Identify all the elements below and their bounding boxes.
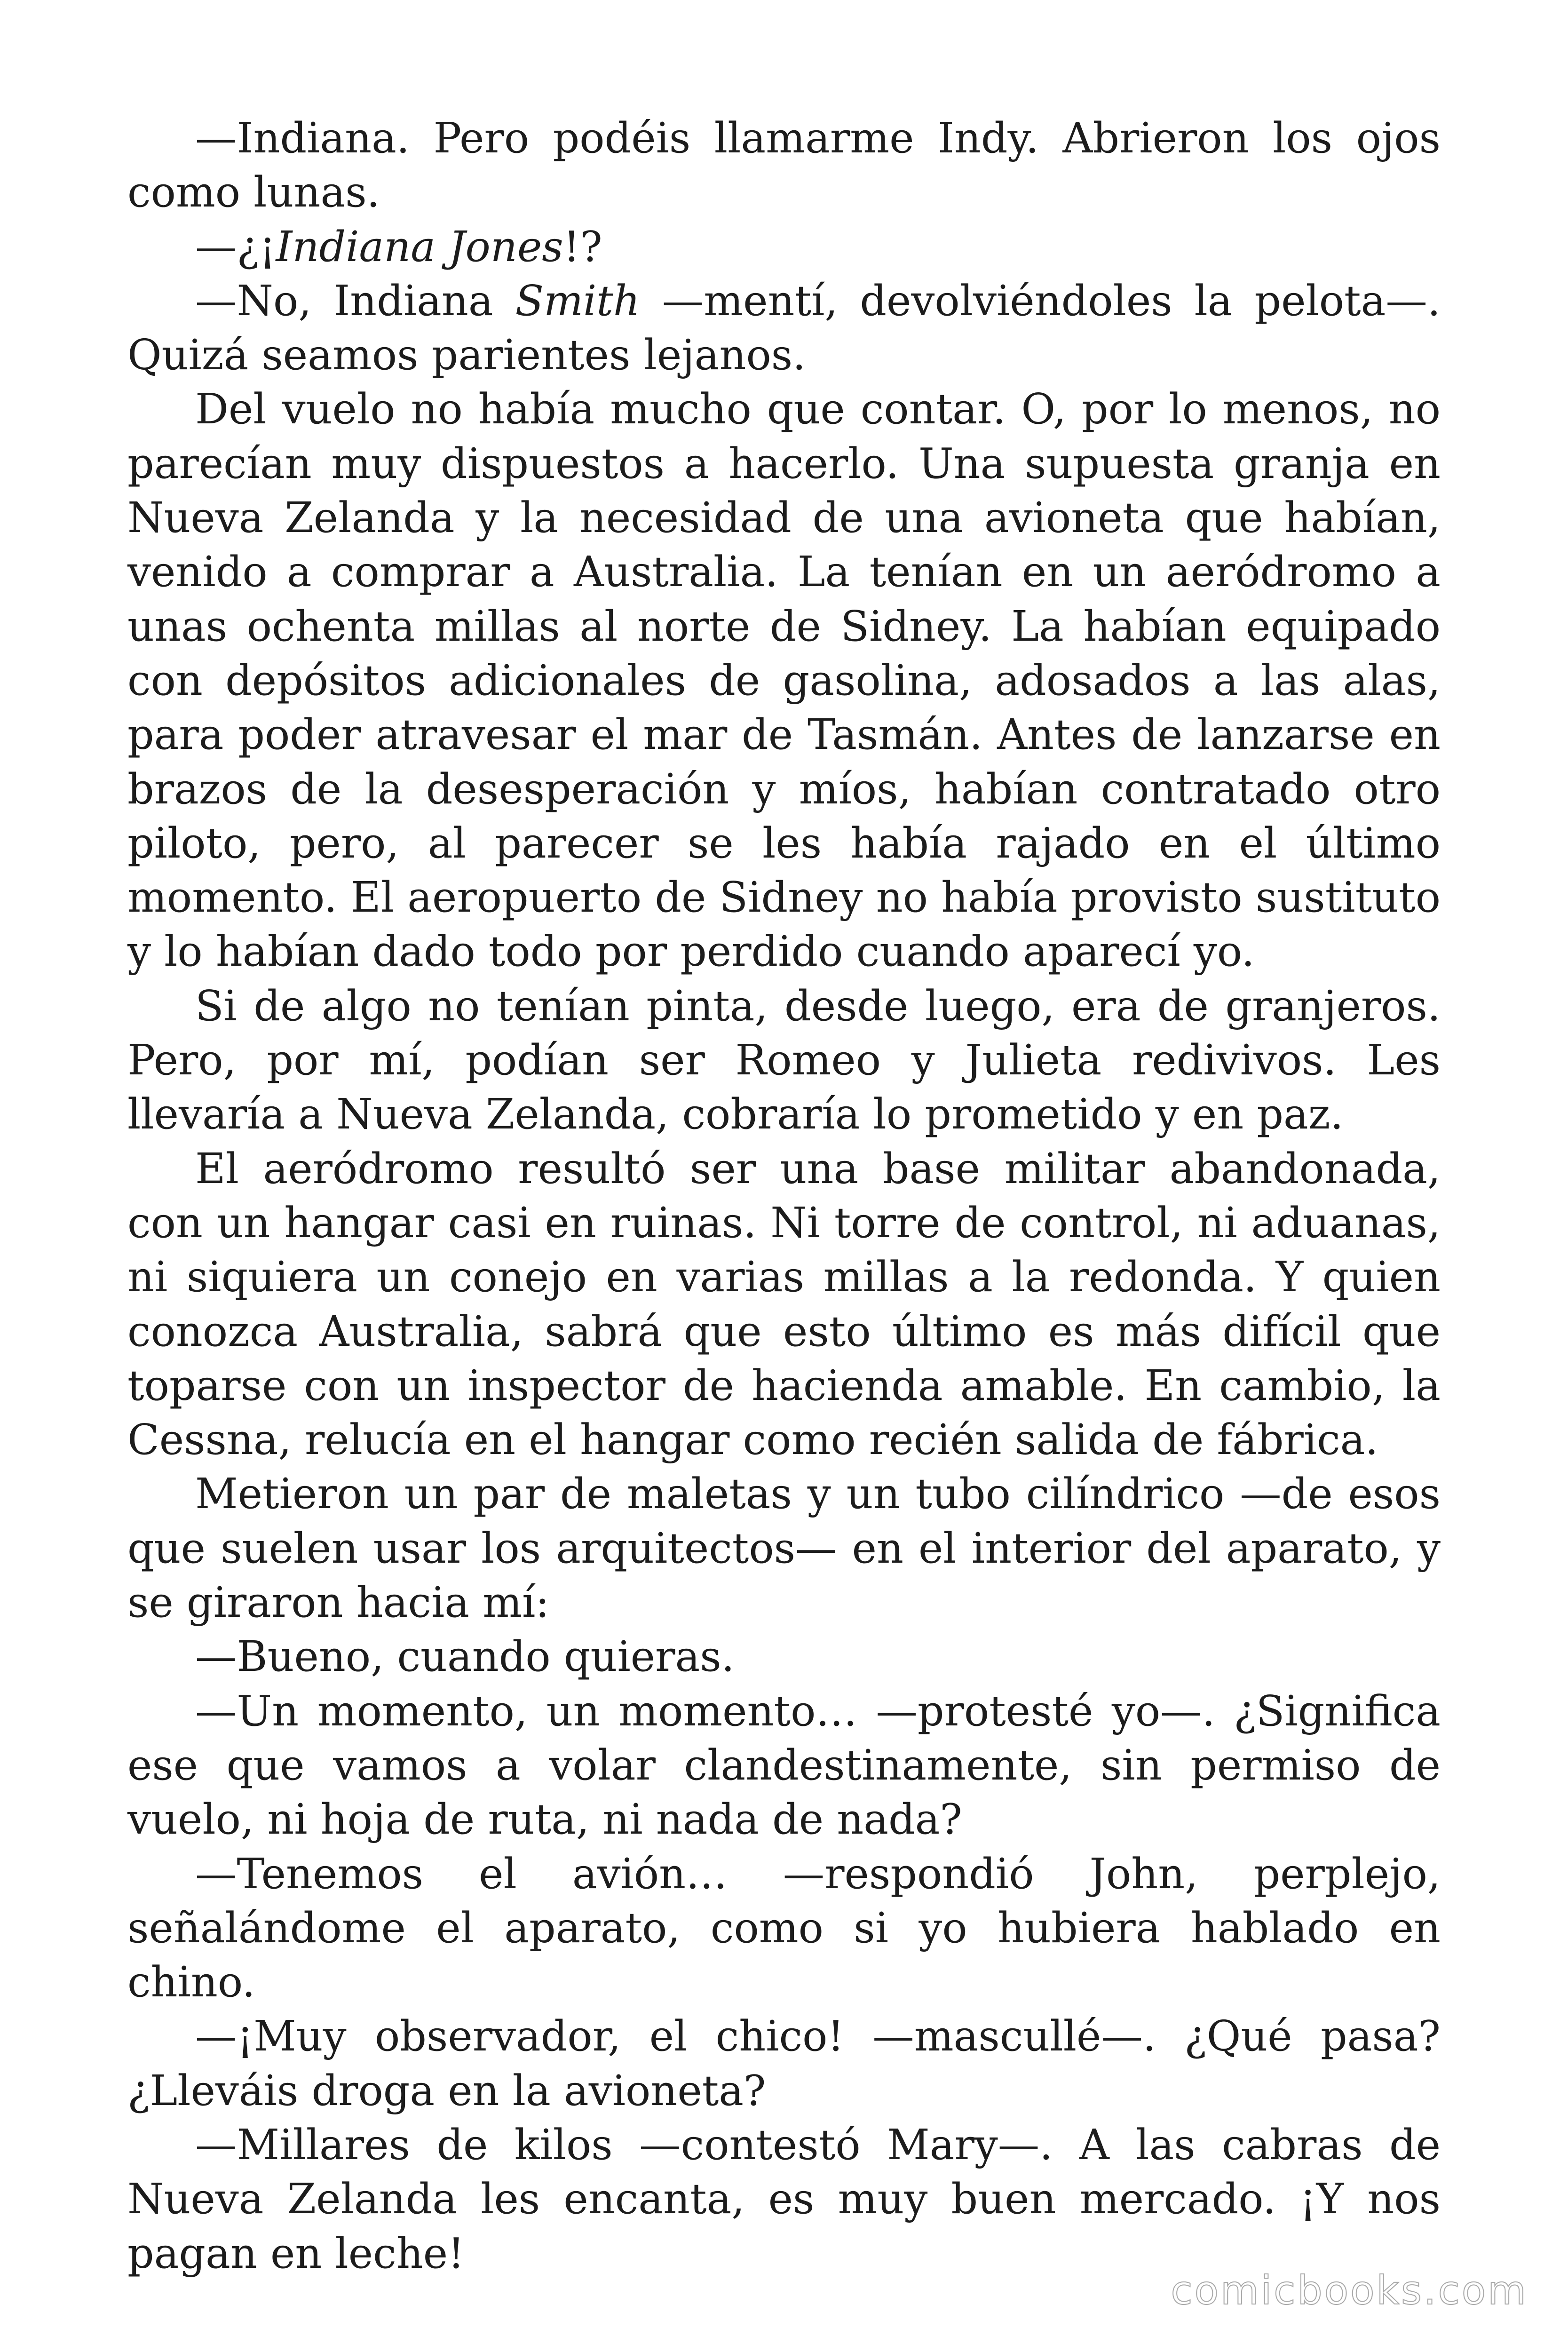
paragraph — [127, 111, 1441, 220]
text-run: —Millares de kilos —contestó Mary—. A las cabras de Nueva Zelanda les encanta, es muy buen mercado. ¡Y nos pagan en leche! — [127, 2120, 1441, 2278]
paragraph — [127, 1142, 1441, 1467]
italic-text-run: Indiana Jones — [276, 222, 563, 271]
watermark: comicbooks.com — [1171, 2267, 1528, 2313]
text-run: —¿¡ — [195, 222, 276, 271]
paragraph — [127, 2009, 1441, 2118]
text-run: Si de algo no tenían pinta, desde luego, era de granjeros. Pero, por mí, podían ser Romeo y Julieta redivivos. Les llevaría a Nueva Zelanda, cobraría lo prometido y en paz. — [127, 981, 1441, 1139]
paragraph — [127, 2118, 1441, 2280]
paragraph — [127, 382, 1441, 978]
text-run: —No, Indiana — [195, 276, 515, 325]
body-text — [127, 111, 1441, 2280]
paragraph — [127, 979, 1441, 1142]
paragraph — [127, 1629, 1441, 1684]
text-run: Metieron un par de maletas y un tubo cilíndrico —de esos que suelen usar los arquitectos— en el interior del aparato, y se giraron hacia mí: — [127, 1470, 1441, 1627]
text-run: —Bueno, cuando quieras. — [195, 1632, 735, 1681]
italic-text-run: Smith — [515, 276, 640, 325]
text-run: !? — [563, 222, 602, 271]
text-run: —Un momento, un momento… —protesté yo—. ¿Significa ese que vamos a volar clandestinamente, sin permiso de vuelo, ni hoja de ruta, ni nada de nada? — [127, 1686, 1441, 1844]
paragraph — [127, 1847, 1441, 2010]
text-run: —¡Muy observador, el chico! —mascullé—. ¿Qué pasa? ¿Lleváis droga en la avioneta? — [127, 2012, 1441, 2115]
paragraph — [127, 1684, 1441, 1847]
text-run: —Indiana. Pero podéis llamarme Indy. Abrieron los ojos como lunas. — [127, 114, 1441, 217]
paragraph — [127, 220, 1441, 274]
text-run: —mentí, devolviéndoles la pelota—. Quizá seamos parientes lejanos. — [127, 276, 1441, 380]
text-run: —Tenemos el avión… —respondió John, perplejo, señalándome el aparato, como si yo hubiera hablado en chino. — [127, 1849, 1441, 2007]
paragraph — [127, 1467, 1441, 1629]
text-run: Del vuelo no había mucho que contar. O, por lo menos, no parecían muy dispuestos a hacerlo. Una supuesta granja en Nueva Zelanda y la necesidad de una avioneta que habían, venido a comprar a Australia. La tenían en un aeródromo a unas ochenta millas al norte de Sidney. La habían equipado con depósitos adicionales de gasolina, adosados a las alas, para poder atravesar el mar de Tasmán. Antes de lanzarse en brazos de la desesperación y míos, habían contratado otro piloto, pero, al parecer se les había rajado en el último momento. El aeropuerto de Sidney no había provisto sustituto y lo habían dado todo por perdido cuando aparecí yo. — [127, 385, 1441, 976]
text-run: El aeródromo resultó ser una base militar abandonada, con un hangar casi en ruinas. Ni torre de control, ni aduanas, ni siquiera un conejo en varias millas a la redonda. Y quien conozca Australia, sabrá que esto último es más difícil que toparse con un inspector de hacienda amable. En cambio, la Cessna, relucía en el hangar como recién salida de fábrica. — [127, 1144, 1441, 1464]
paragraph — [127, 274, 1441, 382]
